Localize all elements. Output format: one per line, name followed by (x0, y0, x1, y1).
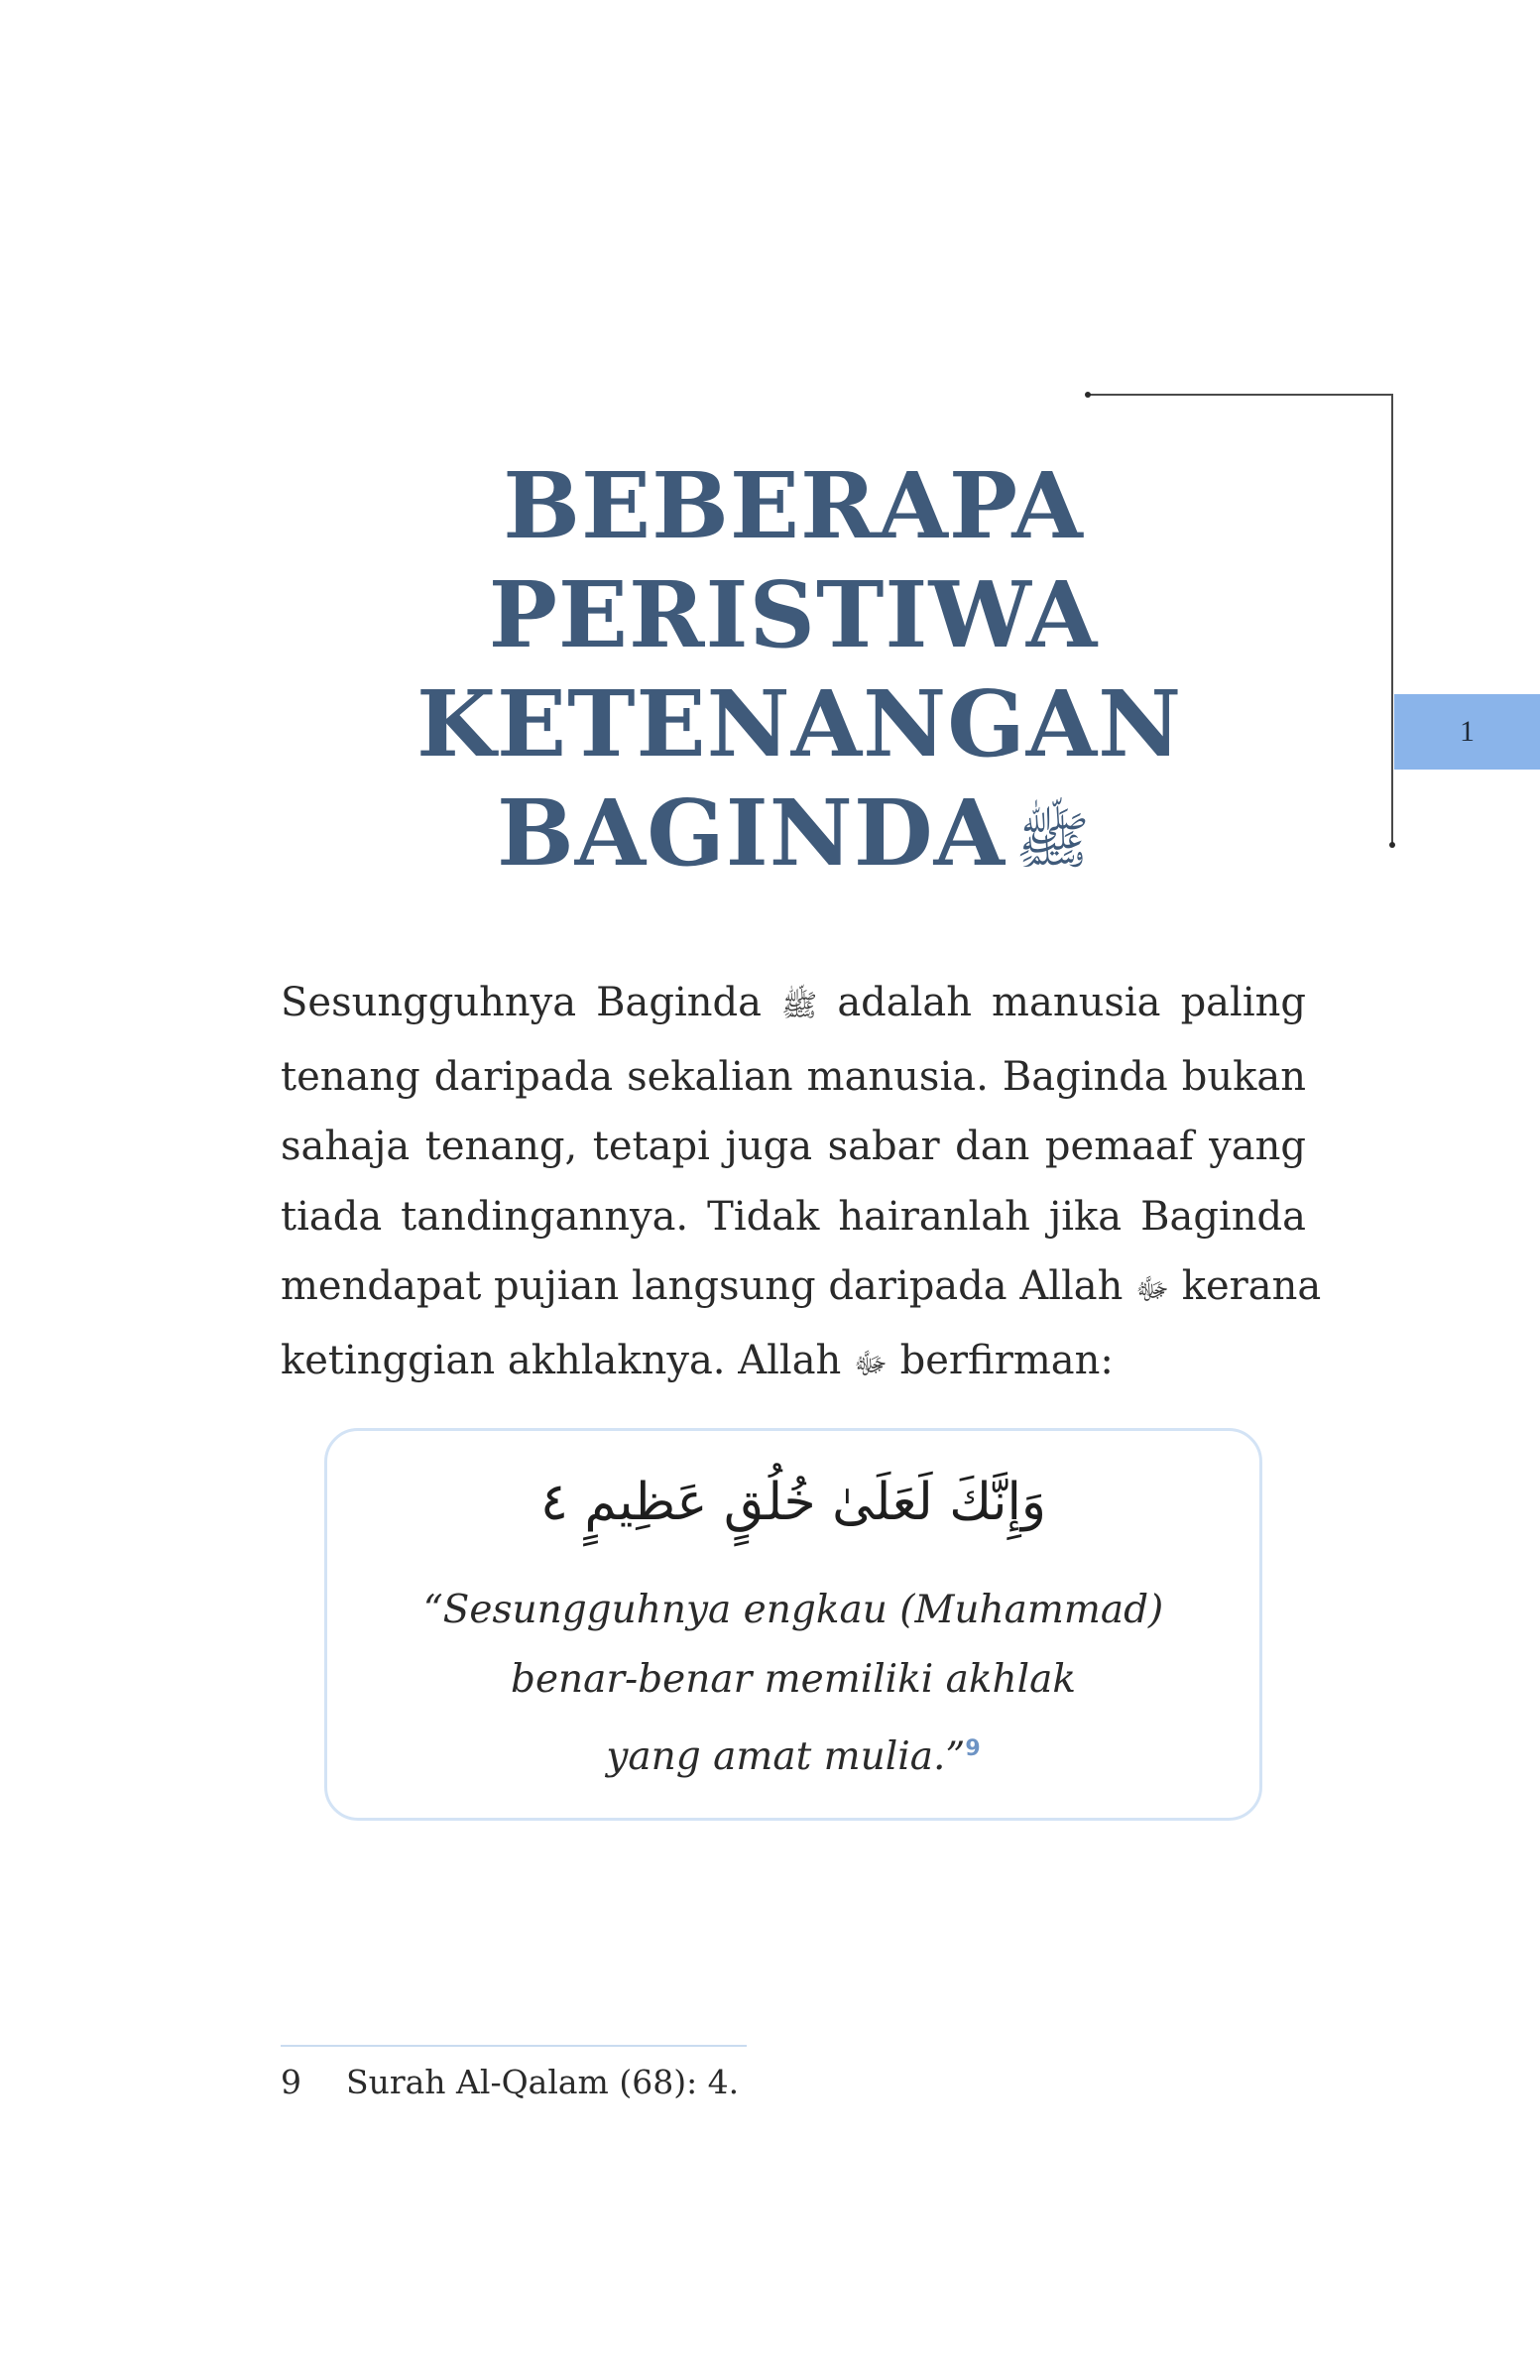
footnote-divider (281, 2045, 747, 2047)
translation-line (327, 1715, 1259, 1792)
body-paragraph (281, 968, 1322, 1399)
title-line: BEBERAPA (503, 452, 1084, 559)
salawat-honorific: ﷺ (1015, 804, 1090, 878)
quran-quote-box (324, 1428, 1262, 1821)
body-text-segment: adalah manusia paling (837, 980, 1306, 1025)
footnote-text: Surah Al-Qalam (68): 4. (346, 2063, 740, 2101)
title-line-text: BAGINDA (497, 779, 1007, 887)
translation-line: benar-benar memiliki akhlak (510, 1657, 1076, 1702)
body-text-segment: mendapat pujian langsung daripada Allah (281, 1263, 1124, 1309)
title-line: PERISTIWA (488, 561, 1099, 668)
body-text-segment: Sesungguhnya Baginda (281, 980, 762, 1025)
arabic-verse: وَإِنَّكَ لَعَلَىٰ خُلُقٍ عَظِيمٍ ٤ (539, 1473, 1047, 1532)
body-line: tiada tandingannya. Tidak hairanlah jika Baginda (281, 1193, 1306, 1240)
footnote-reference[interactable]: 9 (965, 1736, 981, 1761)
salawat-honorific: ﷺ (781, 989, 818, 1023)
body-line (281, 1326, 1306, 1400)
body-line (281, 1251, 1322, 1326)
chapter-number-tab (1394, 694, 1540, 770)
footnote-number: 9 (281, 2063, 301, 2101)
bracket-dot-icon (1085, 392, 1091, 398)
title-line: KETENANGAN (416, 670, 1183, 777)
verse-translation (327, 1576, 1259, 1792)
body-line (281, 968, 1306, 1042)
translation-line-text: yang amat mulia.” (606, 1734, 966, 1779)
footnote (281, 2063, 739, 2101)
bracket-dot-icon (1389, 842, 1395, 848)
body-line: sahaja tenang, tetapi juga sabar dan pemaaf yang (281, 1124, 1306, 1169)
chapter-bracket-side-line (1391, 394, 1393, 845)
title-line-last (416, 778, 1170, 895)
chapter-number: 1 (1460, 715, 1475, 748)
subhanahu-honorific: ﷻ (1135, 1272, 1169, 1307)
body-text-segment: berfirman: (899, 1337, 1114, 1383)
subhanahu-honorific: ﷻ (854, 1346, 888, 1381)
body-text-segment: ketinggian akhlaknya. Allah (281, 1337, 842, 1383)
translation-line: “Sesungguhnya engkau (Muhammad) (422, 1588, 1164, 1632)
body-text-segment: kerana (1181, 1263, 1322, 1309)
chapter-title (416, 451, 1183, 895)
body-line: tenang daripada sekalian manusia. Baginda bukan (281, 1053, 1306, 1100)
chapter-bracket-top-line (1088, 394, 1393, 396)
